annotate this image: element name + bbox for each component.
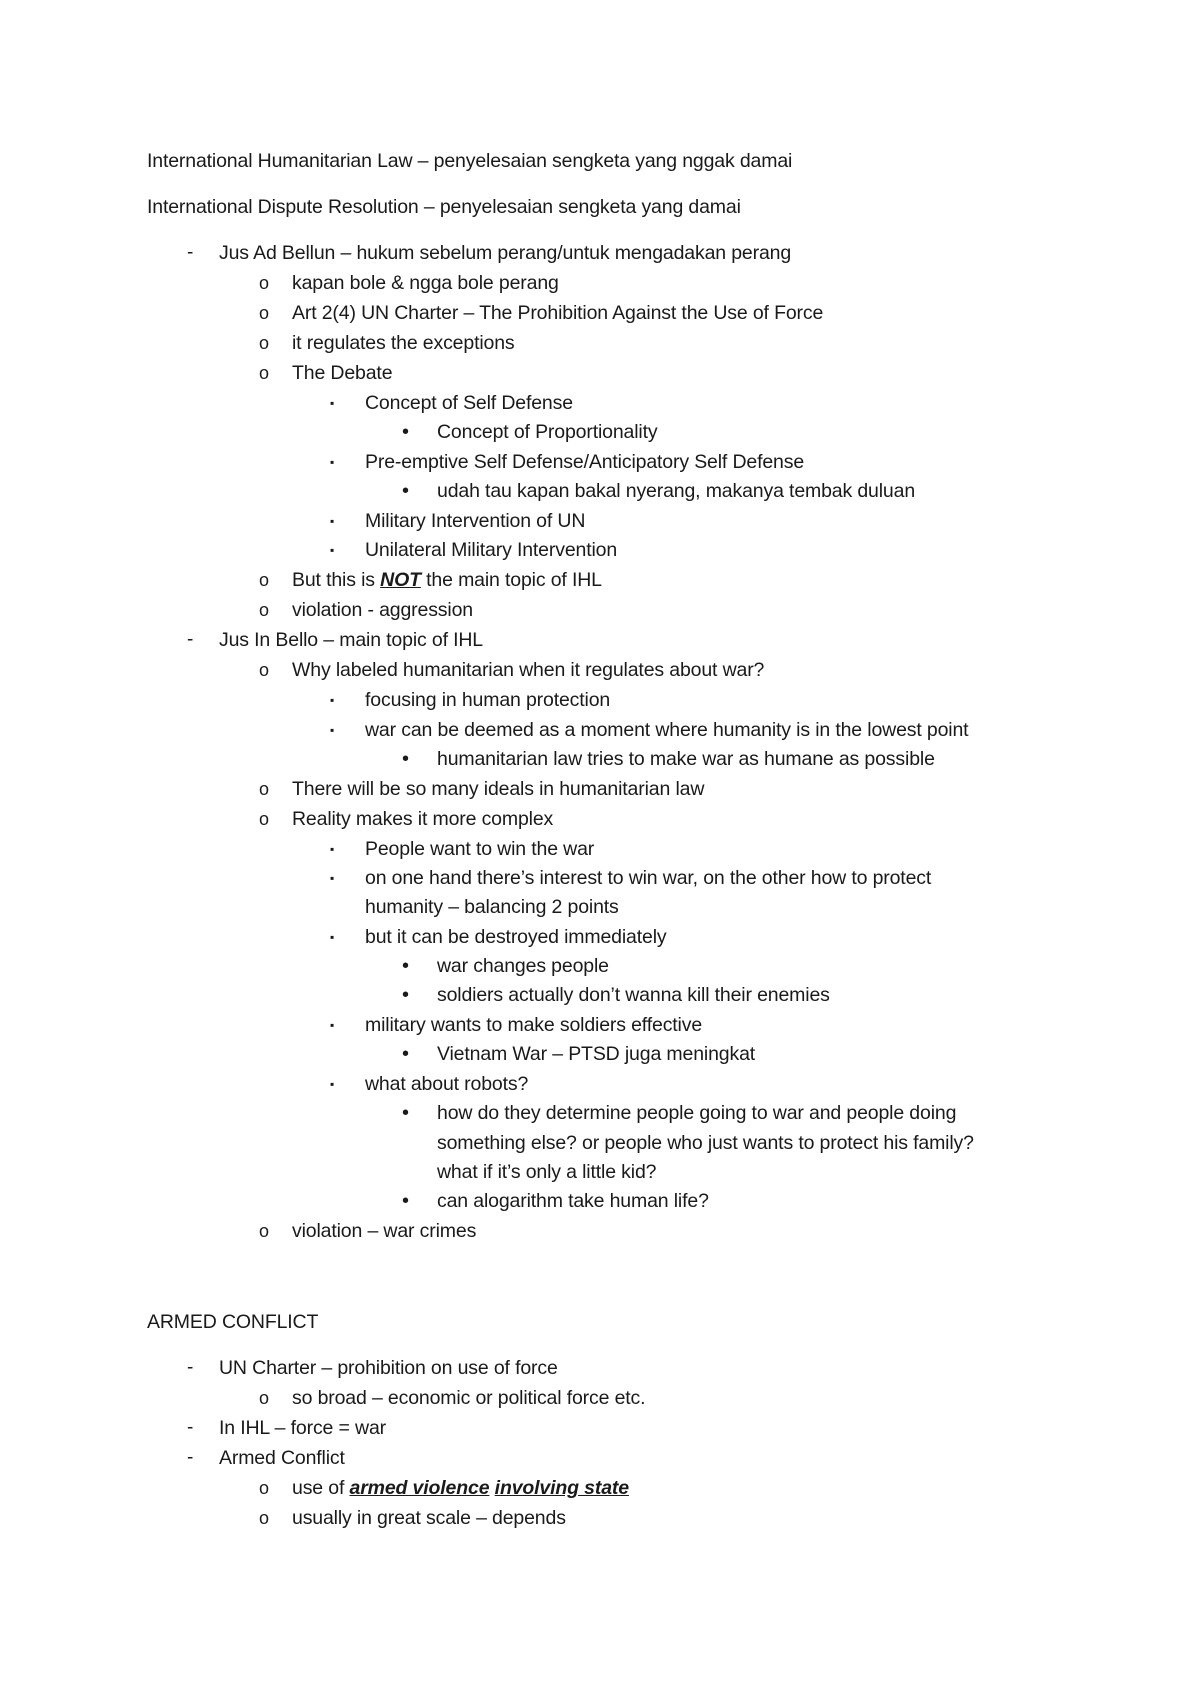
item-udah-tau: udah tau kapan bakal nyerang, makanya tembak duluan: [437, 480, 916, 502]
item-determine-line-3: what if it’s only a little kid?: [437, 1161, 657, 1183]
dash-bullet: -: [187, 629, 194, 650]
dot-bullet: •: [402, 984, 410, 1006]
square-bullet: ▪: [330, 842, 335, 856]
item-robots: what about robots?: [365, 1073, 529, 1095]
square-bullet: ▪: [330, 455, 335, 469]
use-of-pre: use of: [292, 1477, 350, 1499]
dash-bullet: -: [187, 1447, 194, 1468]
item-debate: The Debate: [292, 362, 393, 384]
item-determine-line-2: something else? or people who just wants to protect his family?: [437, 1132, 974, 1154]
item-why-labeled: Why labeled humanitarian when it regulates about war?: [292, 659, 765, 681]
item-ideals: There will be so many ideals in humanitarian law: [292, 778, 705, 800]
item-exceptions: it regulates the exceptions: [292, 332, 515, 354]
item-one-hand-line-2: humanity – balancing 2 points: [365, 896, 619, 918]
item-great-scale: usually in great scale – depends: [292, 1507, 566, 1529]
dot-bullet: •: [402, 1190, 410, 1212]
circle-bullet: o: [259, 363, 270, 383]
item-self-defense: Concept of Self Defense: [365, 392, 573, 414]
heading-armed-conflict: ARMED CONFLICT: [147, 1311, 319, 1333]
dot-bullet: •: [402, 955, 410, 977]
armed-violence-emphasis: armed violence: [349, 1477, 490, 1499]
not-main-pre: But this is: [292, 569, 381, 591]
item-soldiers: soldiers actually don’t wanna kill their enemies: [437, 984, 830, 1006]
not-emphasis: NOT: [380, 569, 421, 591]
dot-bullet: •: [402, 1102, 410, 1124]
item-preemptive: Pre-emptive Self Defense/Anticipatory Self Defense: [365, 451, 805, 473]
item-art-2-4: Art 2(4) UN Charter – The Prohibition Against the Use of Force: [292, 302, 824, 324]
not-main-post: the main topic of IHL: [420, 569, 602, 591]
item-use-of-armed-violence: [292, 1476, 629, 1500]
item-algorithm: can alogarithm take human life?: [437, 1190, 709, 1212]
heading-dispute-resolution: International Dispute Resolution – penyelesaian sengketa yang damai: [147, 196, 741, 218]
item-determine-line-1: how do they determine people going to war and people doing: [437, 1102, 957, 1124]
circle-bullet: o: [259, 333, 270, 353]
square-bullet: ▪: [330, 723, 335, 737]
circle-bullet: o: [259, 660, 270, 680]
circle-bullet: o: [259, 1508, 270, 1528]
item-reality: Reality makes it more complex: [292, 808, 554, 830]
square-bullet: ▪: [330, 1077, 335, 1091]
item-so-broad: so broad – economic or political force etc.: [292, 1387, 646, 1409]
item-lowest-point: war can be deemed as a moment where humanity is in the lowest point: [365, 719, 969, 741]
item-destroyed: but it can be destroyed immediately: [365, 926, 667, 948]
item-war-crimes: violation – war crimes: [292, 1220, 477, 1242]
dot-bullet: •: [402, 748, 410, 770]
square-bullet: ▪: [330, 543, 335, 557]
heading-ihl: International Humanitarian Law – penyelesaian sengketa yang nggak damai: [147, 150, 793, 172]
square-bullet: ▪: [330, 871, 335, 885]
dash-bullet: -: [187, 1417, 194, 1438]
item-not-main-topic: [292, 568, 602, 592]
square-bullet: ▪: [330, 930, 335, 944]
item-one-hand-line-1: on one hand there’s interest to win war, on the other how to protect: [365, 867, 932, 889]
item-jus-ad-bellum: Jus Ad Bellun – hukum sebelum perang/untuk mengadakan perang: [219, 242, 792, 264]
circle-bullet: o: [259, 809, 270, 829]
item-un-charter: UN Charter – prohibition on use of force: [219, 1357, 558, 1379]
item-proportionality: Concept of Proportionality: [437, 421, 658, 443]
square-bullet: ▪: [330, 514, 335, 528]
item-military-effective: military wants to make soldiers effective: [365, 1014, 703, 1036]
circle-bullet: o: [259, 273, 270, 293]
item-vietnam: Vietnam War – PTSD juga meningkat: [437, 1043, 756, 1065]
circle-bullet: o: [259, 570, 270, 590]
circle-bullet: o: [259, 779, 270, 799]
item-unilateral: Unilateral Military Intervention: [365, 539, 618, 561]
item-humane: humanitarian law tries to make war as humane as possible: [437, 748, 935, 770]
square-bullet: ▪: [330, 1018, 335, 1032]
item-jus-in-bello: Jus In Bello – main topic of IHL: [219, 629, 484, 651]
item-kapan-bole: kapan bole & ngga bole perang: [292, 272, 559, 294]
item-win-war: People want to win the war: [365, 838, 595, 860]
circle-bullet: o: [259, 303, 270, 323]
square-bullet: ▪: [330, 693, 335, 707]
item-in-ihl: In IHL – force = war: [219, 1417, 386, 1439]
item-violation-aggression: violation - aggression: [292, 599, 473, 621]
item-changes-people: war changes people: [437, 955, 609, 977]
item-human-protection: focusing in human protection: [365, 689, 611, 711]
square-bullet: ▪: [330, 396, 335, 410]
circle-bullet: o: [259, 600, 270, 620]
circle-bullet: o: [259, 1388, 270, 1408]
dot-bullet: •: [402, 421, 410, 443]
dot-bullet: •: [402, 480, 410, 502]
dot-bullet: •: [402, 1043, 410, 1065]
involving-state-emphasis: involving state: [494, 1477, 629, 1499]
dash-bullet: -: [187, 242, 194, 263]
item-armed-conflict: Armed Conflict: [219, 1447, 345, 1469]
item-military-un: Military Intervention of UN: [365, 510, 586, 532]
circle-bullet: o: [259, 1221, 270, 1241]
circle-bullet: o: [259, 1478, 270, 1498]
dash-bullet: -: [187, 1357, 194, 1378]
